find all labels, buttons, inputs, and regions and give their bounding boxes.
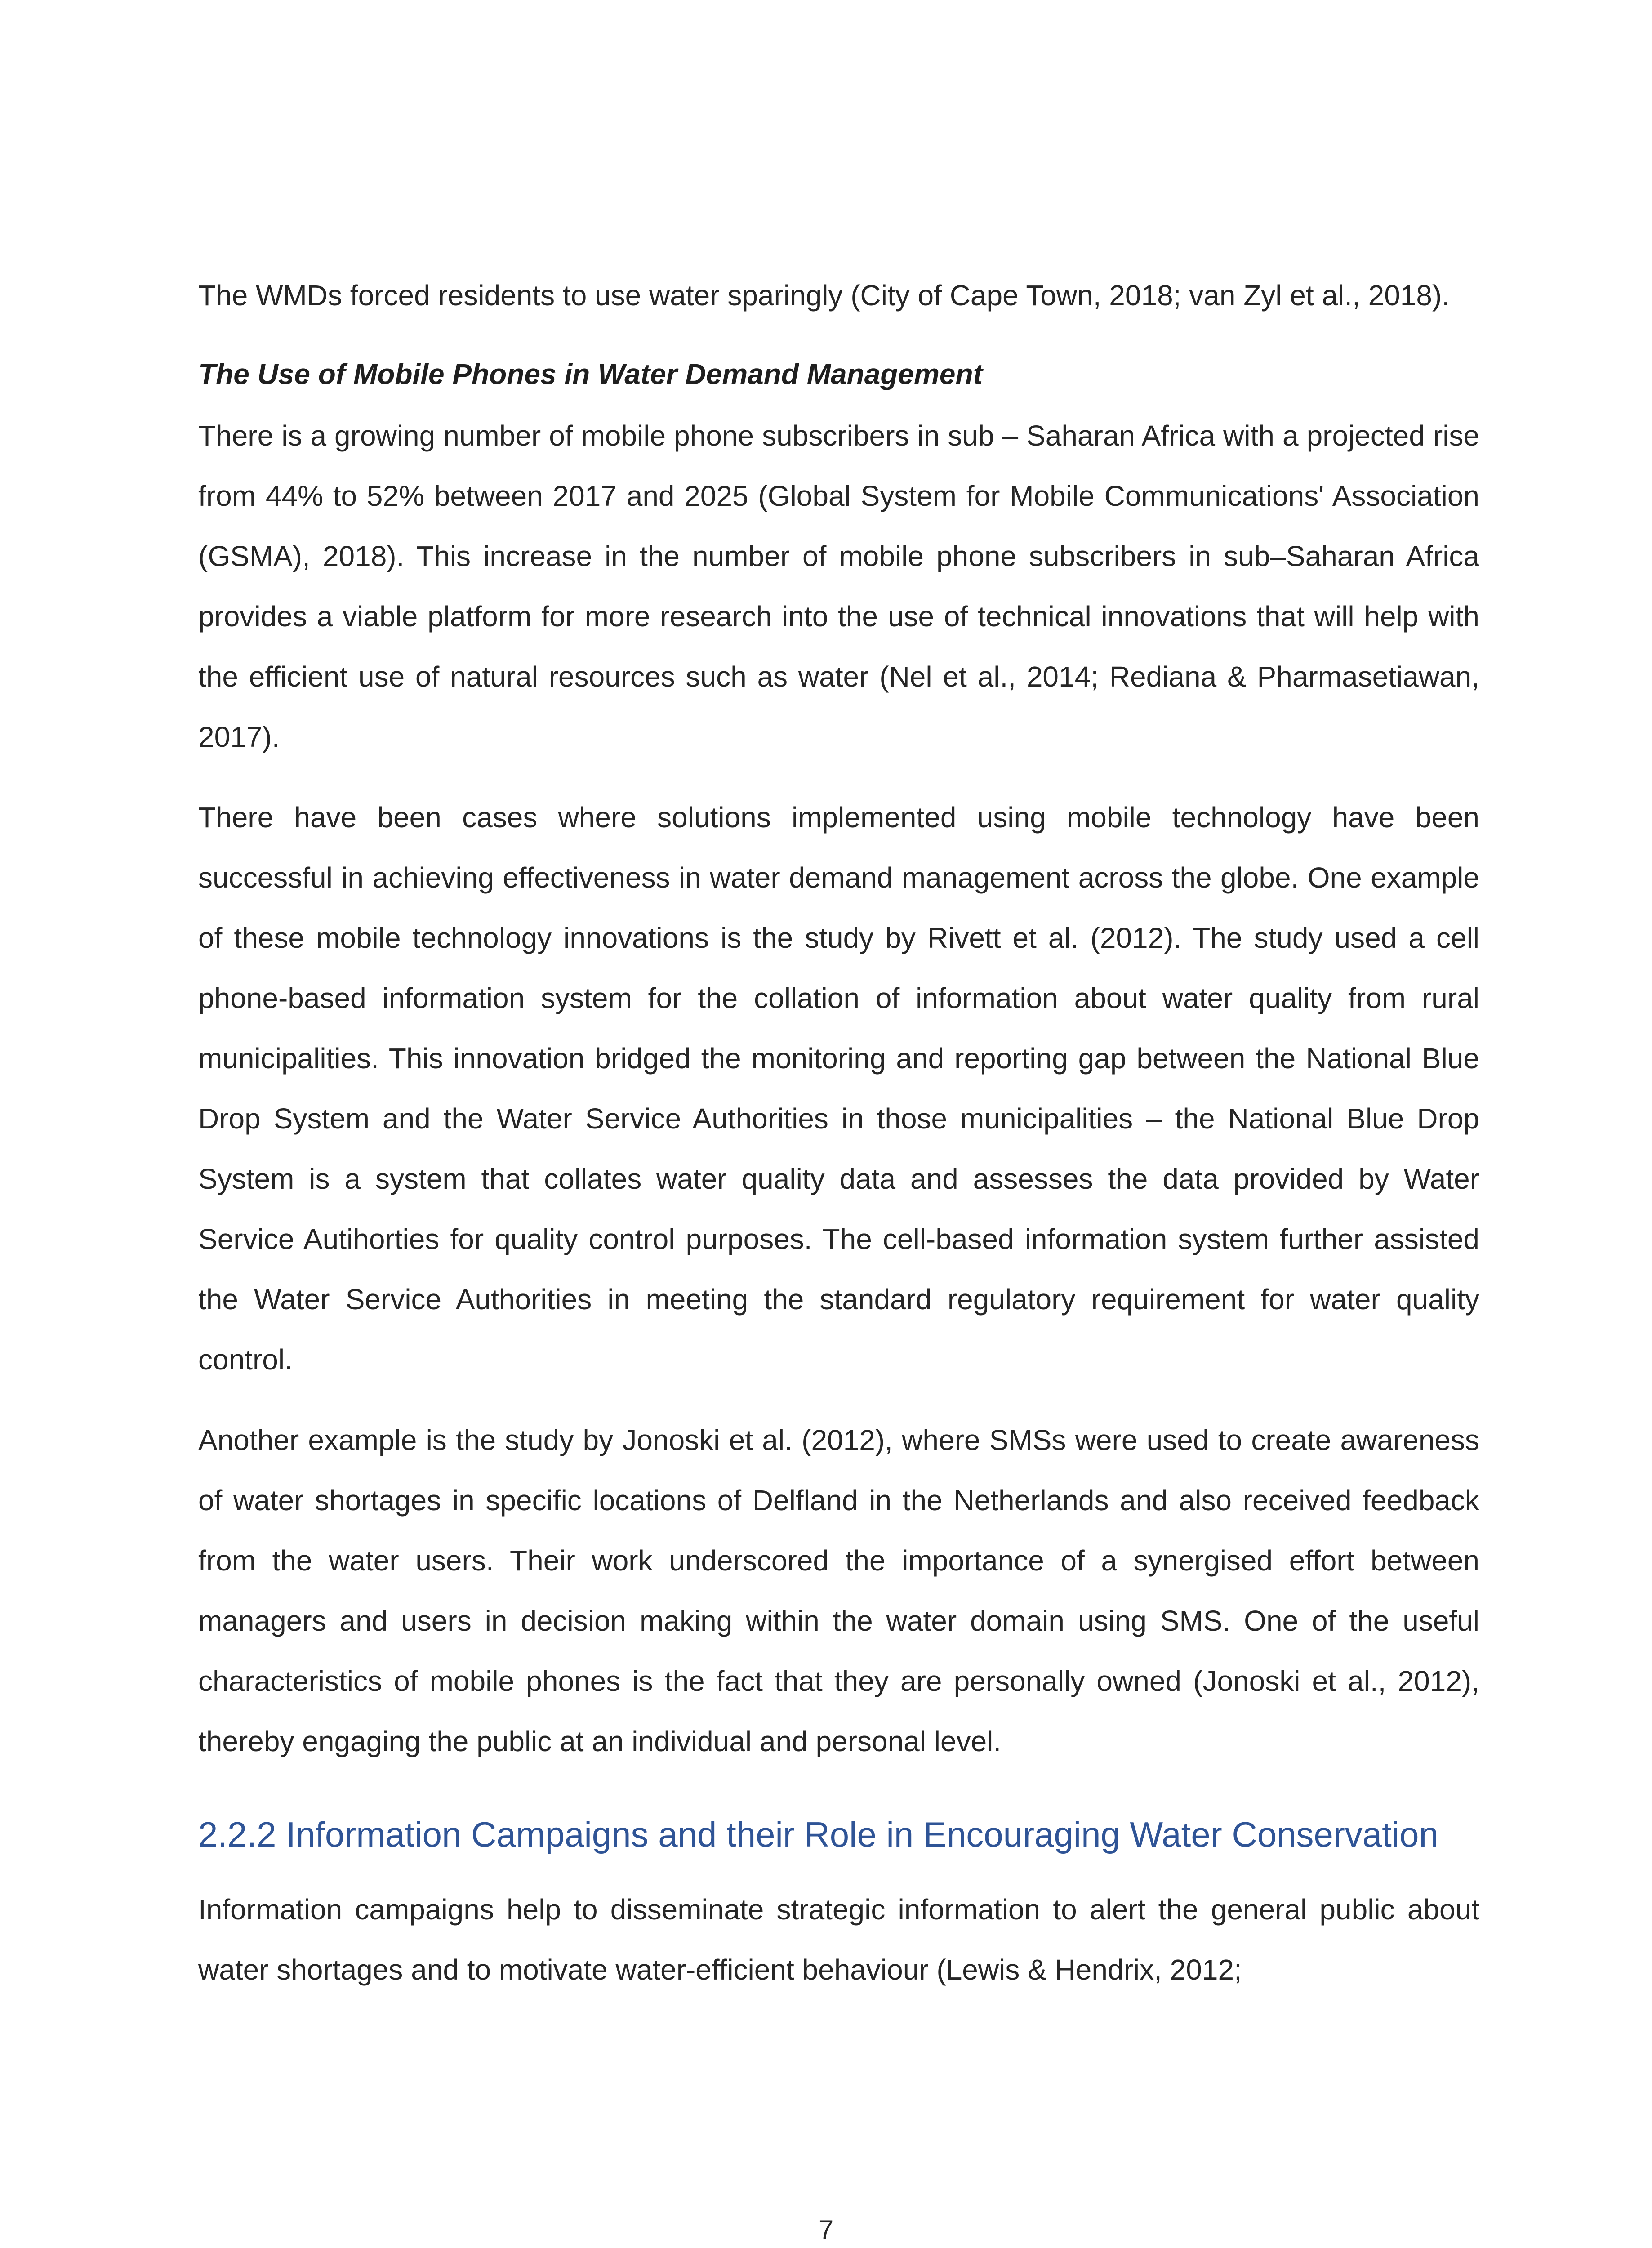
page-number: 7 — [818, 2215, 834, 2245]
paragraph-information-campaigns: Information campaigns help to disseminate strategic information to alert the general public about water shortages and to motivate water-efficient behaviour (Lewis & Hendrix, 2012; — [198, 1893, 1479, 1986]
paragraph-mobile-solutions: There have been cases where solutions implemented using mobile technology have been successful in achieving effectiveness in water demand management across the globe. One example of these mobile technology innovations is the study by Rivett et al. (2012). The study used a cell phone-based information system for the collation of information about water quality from rural municipalities. This innovation bridged the monitoring and reporting gap between the National Blue Drop System and the Water Service Authorities in those municipalities – the National Blue Drop System is a system that collates water quality data and assesses the data provided by Water Service Autihorties for quality control purposes. The cell-based information system further assisted the Water Service Authorities in meeting the standard regulatory requirement for water quality control. — [198, 801, 1479, 1376]
section-heading-information-campaigns: 2.2.2 Information Campaigns and their Role in Encouraging Water Conservation — [198, 1815, 1438, 1854]
paragraph-mobile-subscribers: There is a growing number of mobile phone subscribers in sub – Saharan Africa with a projected rise from 44% to 52% between 2017 and 2025 (Global System for Mobile Communications' Association (GSMA), 2018). This increase in the number of mobile phone subscribers in sub–Saharan Africa provides a viable platform for more research into the use of technical innovations that will help with the efficient use of natural resources such as water (Nel et al., 2014; Rediana & Pharmasetiawan, 2017). — [198, 419, 1479, 753]
page-content — [198, 265, 1479, 2000]
paragraph-sms-example: Another example is the study by Jonoski et al. (2012), where SMSs were used to create awareness of water shortages in specific locations of Delfland in the Netherlands and also received feedback from the water users. Their work underscored the importance of a synergised effort between managers and users in decision making within the water domain using SMS. One of the useful characteristics of mobile phones is the fact that they are personally owned (Jonoski et al., 2012), thereby engaging the public at an individual and personal level. — [198, 1424, 1479, 1757]
paragraph-wmd-sparingly: The WMDs forced residents to use water sparingly (City of Cape Town, 2018; van Zyl et al., 2018). — [198, 279, 1450, 312]
subheading-mobile-phones: The Use of Mobile Phones in Water Demand Management — [198, 358, 983, 390]
